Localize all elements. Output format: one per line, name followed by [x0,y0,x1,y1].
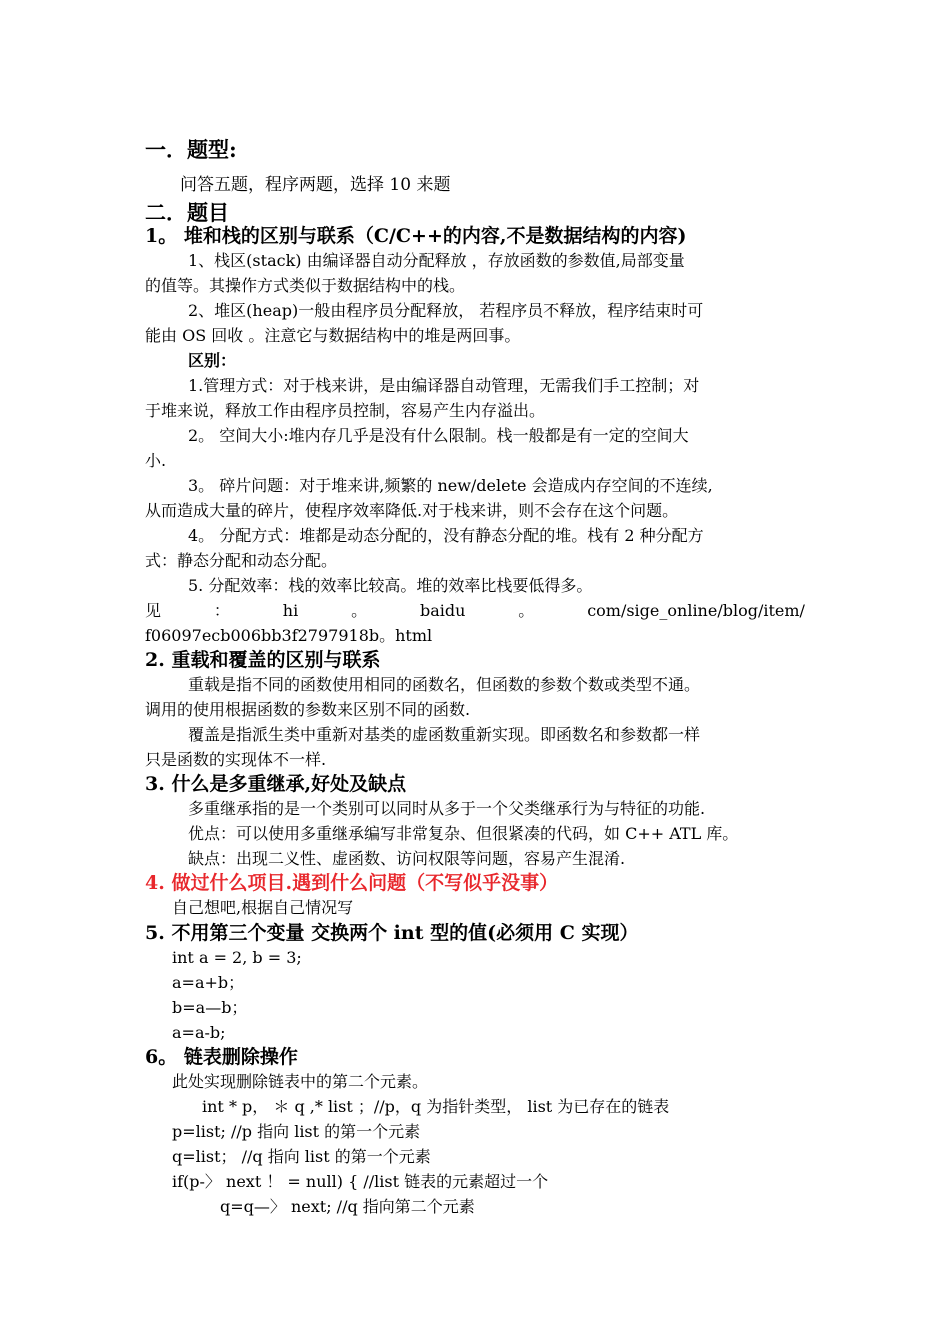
q1-heap-line-1: 2、堆区(heap)一般由程序员分配释放， 若程序员不释放，程序结束时可 [188,301,704,320]
q1-diff-1-line-2: 于堆来说，释放工作由程序员控制，容易产生内存溢出。 [145,401,546,420]
question-1-title: 1。 堆和栈的区别与联系（C/C++的内容,不是数据结构的内容) [145,225,687,247]
ref-token: com/sige_online/blog/item/ [587,601,805,620]
code-line: b=a—b； [172,998,248,1017]
q1-diff-2-line-1: 2。 空间大小:堆内存几乎是没有什么限制。栈一般都是有一定的空间大 [188,426,689,445]
code-line: if(p-〉 next ！ = null) { //list 链表的元素超过一个 [172,1172,549,1191]
q1-heap-line-2: 能由 OS 回收 。注意它与数据结构中的堆是两回事。 [145,326,521,345]
section-title-question-types: 一．题型: [145,137,237,162]
ref-token: 。 [351,601,368,620]
ref-token: 。 [518,601,535,620]
q1-diff-5: 5. 分配效率：栈的效率比较高。堆的效率比栈要低得多。 [188,576,593,595]
code-line: a=a-b; [172,1023,226,1042]
q3-advantages: 优点：可以使用多重继承编写非常复杂、但很紧凑的代码，如 C++ ATL 库。 [188,824,739,843]
question-2-title: 2. 重载和覆盖的区别与联系 [145,649,381,671]
ref-token: baidu [419,601,466,620]
code-line: q=list； //q 指向 list 的第一个元素 [172,1147,431,1166]
code-line: int a = 2, b = 3; [172,948,302,967]
q2-overload-line-2: 调用的使用根据函数的参数来区别不同的函数. [145,700,471,719]
q4-body: 自己想吧,根据自己情况写 [172,898,354,917]
q1-diff-4-line-1: 4。 分配方式：堆都是动态分配的，没有静态分配的堆。栈有 2 种分配方 [188,526,704,545]
q3-disadvantages: 缺点：出现二义性、虚函数、访问权限等问题，容易产生混淆. [188,849,626,868]
q1-stack-line-2: 的值等。其操作方式类似于数据结构中的栈。 [145,276,466,295]
q2-override-line-1: 覆盖是指派生类中重新对基类的虚函数重新实现。即函数名和参数都一样 [188,725,701,744]
q1-diff-4-line-2: 式：静态分配和动态分配。 [145,551,338,570]
q1-diff-1-line-1: 1.管理方式：对于栈来讲，是由编译器自动管理，无需我们手工控制；对 [188,376,700,395]
code-line: p=list; //p 指向 list 的第一个元素 [172,1122,421,1141]
q1-difference-label: 区别： [188,351,237,370]
ref-token: hi [282,601,299,620]
q1-diff-3-line-1: 3。 碎片问题：对于堆来讲,频繁的 new/delete 会造成内存空间的不连续, [188,476,713,495]
q1-diff-3-line-2: 从而造成大量的碎片，使程序效率降低.对于栈来讲，则不会存在这个问题。 [145,501,679,520]
q1-reference-line-2: f06097ecb006bb3f2797918b。html [145,626,433,645]
q2-override-line-2: 只是函数的实现体不一样. [145,750,327,769]
question-5-title: 5. 不用第三个变量 交换两个 int 型的值(必须用 C 实现） [145,922,639,944]
question-4-title: 4. 做过什么项目.遇到什么问题（不写似乎没事） [145,872,559,894]
question-6-title: 6。 链表删除操作 [145,1046,298,1068]
ref-token: ： [213,601,230,620]
q1-stack-line-1: 1、栈区(stack) 由编译器自动分配释放 ，存放函数的参数值,局部变量 [188,251,685,270]
question-3-title: 3. 什么是多重继承,好处及缺点 [145,773,407,795]
ref-token: 见 [145,601,162,620]
q3-line-1: 多重继承指的是一个类别可以同时从多于一个父类继承行为与特征的功能. [188,799,706,818]
code-line: int * p， ＊ q ,* list ；//p，q 为指针类型， list 为已存在的链表 [202,1097,670,1116]
q1-reference-line-1 [145,603,805,619]
q1-diff-2-line-2: 小. [145,451,167,470]
q2-overload-line-1: 重载是指不同的函数使用相同的函数名，但函数的参数个数或类型不通。 [188,675,701,694]
code-line: q=q—〉 next; //q 指向第二个元素 [220,1197,475,1216]
code-line: a=a+b； [172,973,245,992]
q6-intro: 此处实现删除链表中的第二个元素。 [172,1072,429,1091]
section-body-question-types: 问答五题，程序两题，选择 10 来题 [180,175,451,195]
section-title-questions: 二．题目 [145,200,229,225]
